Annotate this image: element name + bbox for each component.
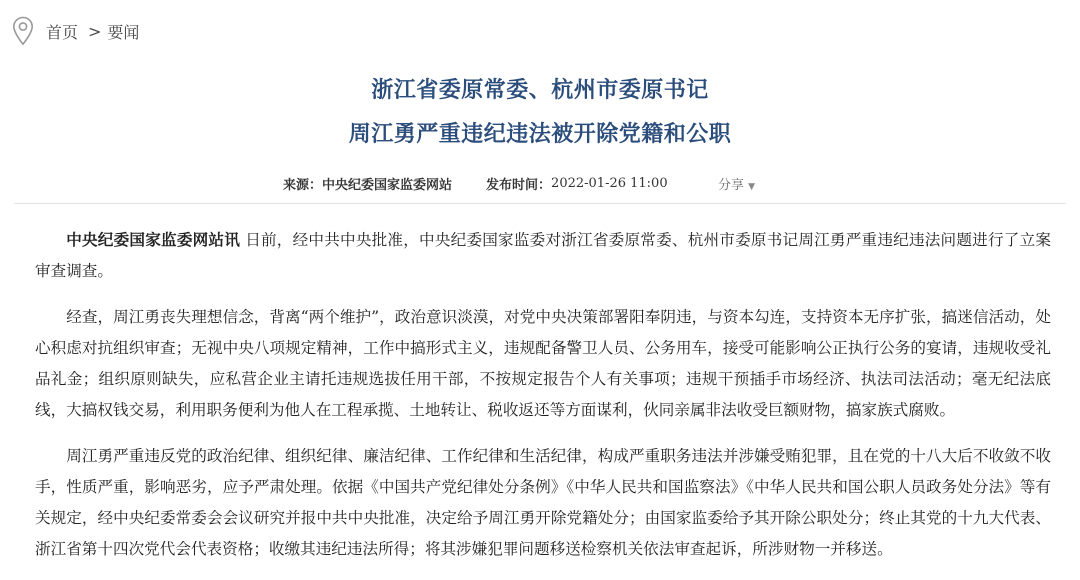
breadcrumb-current-link[interactable]: 要闻 (107, 22, 140, 42)
publish-time-label: 发布时间： (486, 178, 552, 193)
source-label: 来源： (283, 178, 323, 193)
source-value: 中央纪委国家监委网站 (322, 178, 453, 193)
paragraph-text: 日前，经中共中央批准，中央纪委国家监委对浙江省委原常委、杭州市委原书记周江勇严重违纪违法问题进行了立案审查调查。 (35, 231, 1051, 280)
paragraph-lead: 中央纪委国家监委网站讯 (66, 230, 241, 249)
chevron-down-icon: ▼ (748, 182, 756, 192)
location-pin-icon (12, 16, 34, 46)
breadcrumb (12, 16, 139, 46)
share-label: 分享 (718, 178, 745, 193)
paragraph-3: 周江勇严重违反党的政治纪律、组织纪律、廉洁纪律、工作纪律和生活纪律，构成严重职务违法并涉嫌受贿犯罪，且在党的十八大后不收敛不收手，性质严重，影响恶劣，应予严肃处理。依据《中国共产党纪律处分条例》《中华人民共和国监察法》《中华人民共和国公职人员政务处分法》等有关规定，经中央纪委常委会会议研究并报中共中央批准，决定给予周江勇开除党籍处分；由国家监委给予其开除公职处分；终止其党的十九大代表、浙江省第十四次党代会代表资格；收缴其违纪违法所得；将其涉嫌犯罪问题移送检察机关依法审查起诉，所涉财物一并移送。 (35, 447, 1051, 558)
article-title-line-2: 周江勇严重违纪违法被开除党籍和公职 (348, 121, 732, 147)
divider (14, 203, 1066, 204)
paragraph-1 (35, 224, 1051, 287)
article-title-line-1: 浙江省委原常委、杭州市委原书记 (371, 77, 709, 103)
paragraph-2: 经查，周江勇丧失理想信念，背离“两个维护”，政治意识淡漠，对党中央决策部署阳奉阴违，与资本勾连，支持资本无序扩张，搞迷信活动，处心积虑对抗组织审查；无视中央八项规定精神，工作中搞形式主义，违规配备警卫人员、公务用车，接受可能影响公正执行公务的宴请，违规收受礼品礼金；组织原则缺失，应私营企业主请托违规选拔任用干部，不按规定报告个人有关事项；违规干预插手市场经济、执法司法活动；毫无纪法底线，大搞权钱交易，利用职务便利为他人在工程承揽、土地转让、税收返还等方面谋利，伙同亲属非法收受巨额财物，搞家族式腐败。 (35, 308, 1051, 419)
breadcrumb-home-link[interactable]: 首页 (46, 22, 79, 42)
publish-time-value: 2022-01-26 11:00 (551, 176, 668, 191)
breadcrumb-separator: > (88, 21, 102, 41)
article-body (35, 224, 1051, 580)
share-dropdown[interactable] (718, 174, 755, 193)
article-meta (283, 174, 668, 193)
